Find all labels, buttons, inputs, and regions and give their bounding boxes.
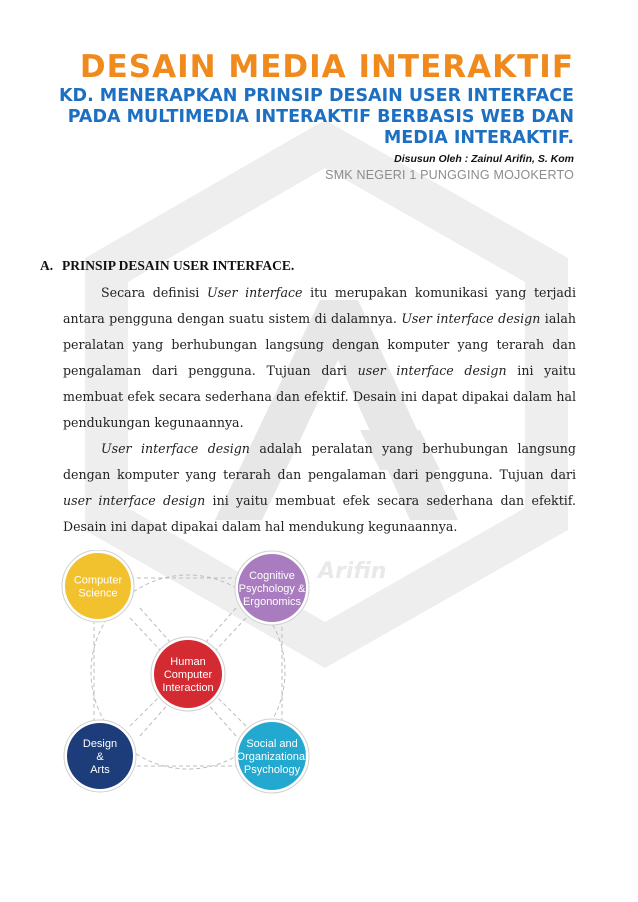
hci-diagram bbox=[60, 550, 316, 795]
diagram-node-social bbox=[235, 719, 309, 793]
node-label: Social and bbox=[246, 738, 298, 750]
document-subtitle bbox=[59, 86, 574, 149]
subtitle-line: MEDIA INTERAKTIF. bbox=[383, 128, 574, 148]
node-label: Interaction bbox=[162, 682, 214, 694]
diagram-node-design bbox=[64, 720, 136, 792]
node-label: Design bbox=[82, 738, 118, 750]
section-heading-text: PRINSIP DESAIN USER INTERFACE. bbox=[62, 258, 295, 273]
document-header bbox=[59, 50, 574, 182]
diagram-node-cs bbox=[62, 550, 134, 622]
node-label: Human bbox=[170, 656, 206, 668]
subtitle-line: KD. MENERAPKAN PRINSIP DESAIN USER INTERFACE bbox=[58, 86, 574, 106]
node-label: Arts bbox=[90, 764, 110, 776]
italic-term: User interface bbox=[206, 285, 303, 300]
section-prinsip-desain bbox=[40, 258, 576, 540]
text-run: adalah peralatan yang berhubungan langsung dengan komputer yang terarah dan pengalaman dari pengguna. Tujuan dari bbox=[63, 441, 576, 482]
text-run: ini yaitu membuat efek secara sederhana dan efektif. Desain ini dapat dipakai dalam hal mendukung kegunaannya. bbox=[63, 493, 576, 534]
document-title: DESAIN MEDIA INTERAKTIF bbox=[79, 49, 574, 85]
text-run: ialah peralatan yang berhubungan langsung dengan komputer yang terarah dan pengalaman dari pengguna. Tujuan dari bbox=[63, 311, 576, 378]
diagram-node-hci bbox=[151, 637, 225, 711]
node-label: Computer bbox=[73, 574, 123, 587]
node-label: Ergonomics bbox=[242, 596, 302, 608]
paragraph bbox=[63, 436, 576, 540]
italic-term: user interface design bbox=[63, 493, 206, 508]
node-label: & bbox=[96, 751, 104, 763]
section-heading bbox=[40, 258, 576, 274]
subtitle-line: PADA MULTIMEDIA INTERAKTIF BERBASIS WEB DAN bbox=[67, 107, 574, 127]
text-run: ini yaitu membuat efek secara sederhana dan efektif. Desain ini dapat dipakai dalam hal pendukungan kegunaannya. bbox=[63, 363, 576, 430]
node-label: Psychology bbox=[243, 764, 301, 776]
node-label: Science bbox=[78, 587, 118, 600]
node-label: Organizational bbox=[236, 751, 308, 763]
text-run: Secara definisi bbox=[101, 285, 207, 300]
node-label: Cognitive bbox=[249, 570, 295, 582]
node-label: Psychology & bbox=[238, 583, 306, 595]
italic-term: User interface design bbox=[401, 311, 541, 326]
author-credit: Disusun Oleh : Zainul Arifin, S. Kom bbox=[394, 153, 574, 165]
watermark-text: Arifin bbox=[318, 559, 387, 584]
school-name: SMK NEGERI 1 PUNGGING MOJOKERTO bbox=[325, 168, 574, 182]
node-label: Computer bbox=[163, 669, 213, 681]
text-run: itu merupakan komunikasi yang terjadi antara pengguna dengan suatu sistem di dalamnya. bbox=[63, 285, 576, 326]
section-letter: A. bbox=[40, 258, 54, 273]
italic-term: User interface design bbox=[101, 441, 250, 456]
diagram-node-cog bbox=[235, 551, 309, 625]
italic-term: user interface design bbox=[357, 363, 507, 378]
paragraph bbox=[63, 280, 576, 436]
